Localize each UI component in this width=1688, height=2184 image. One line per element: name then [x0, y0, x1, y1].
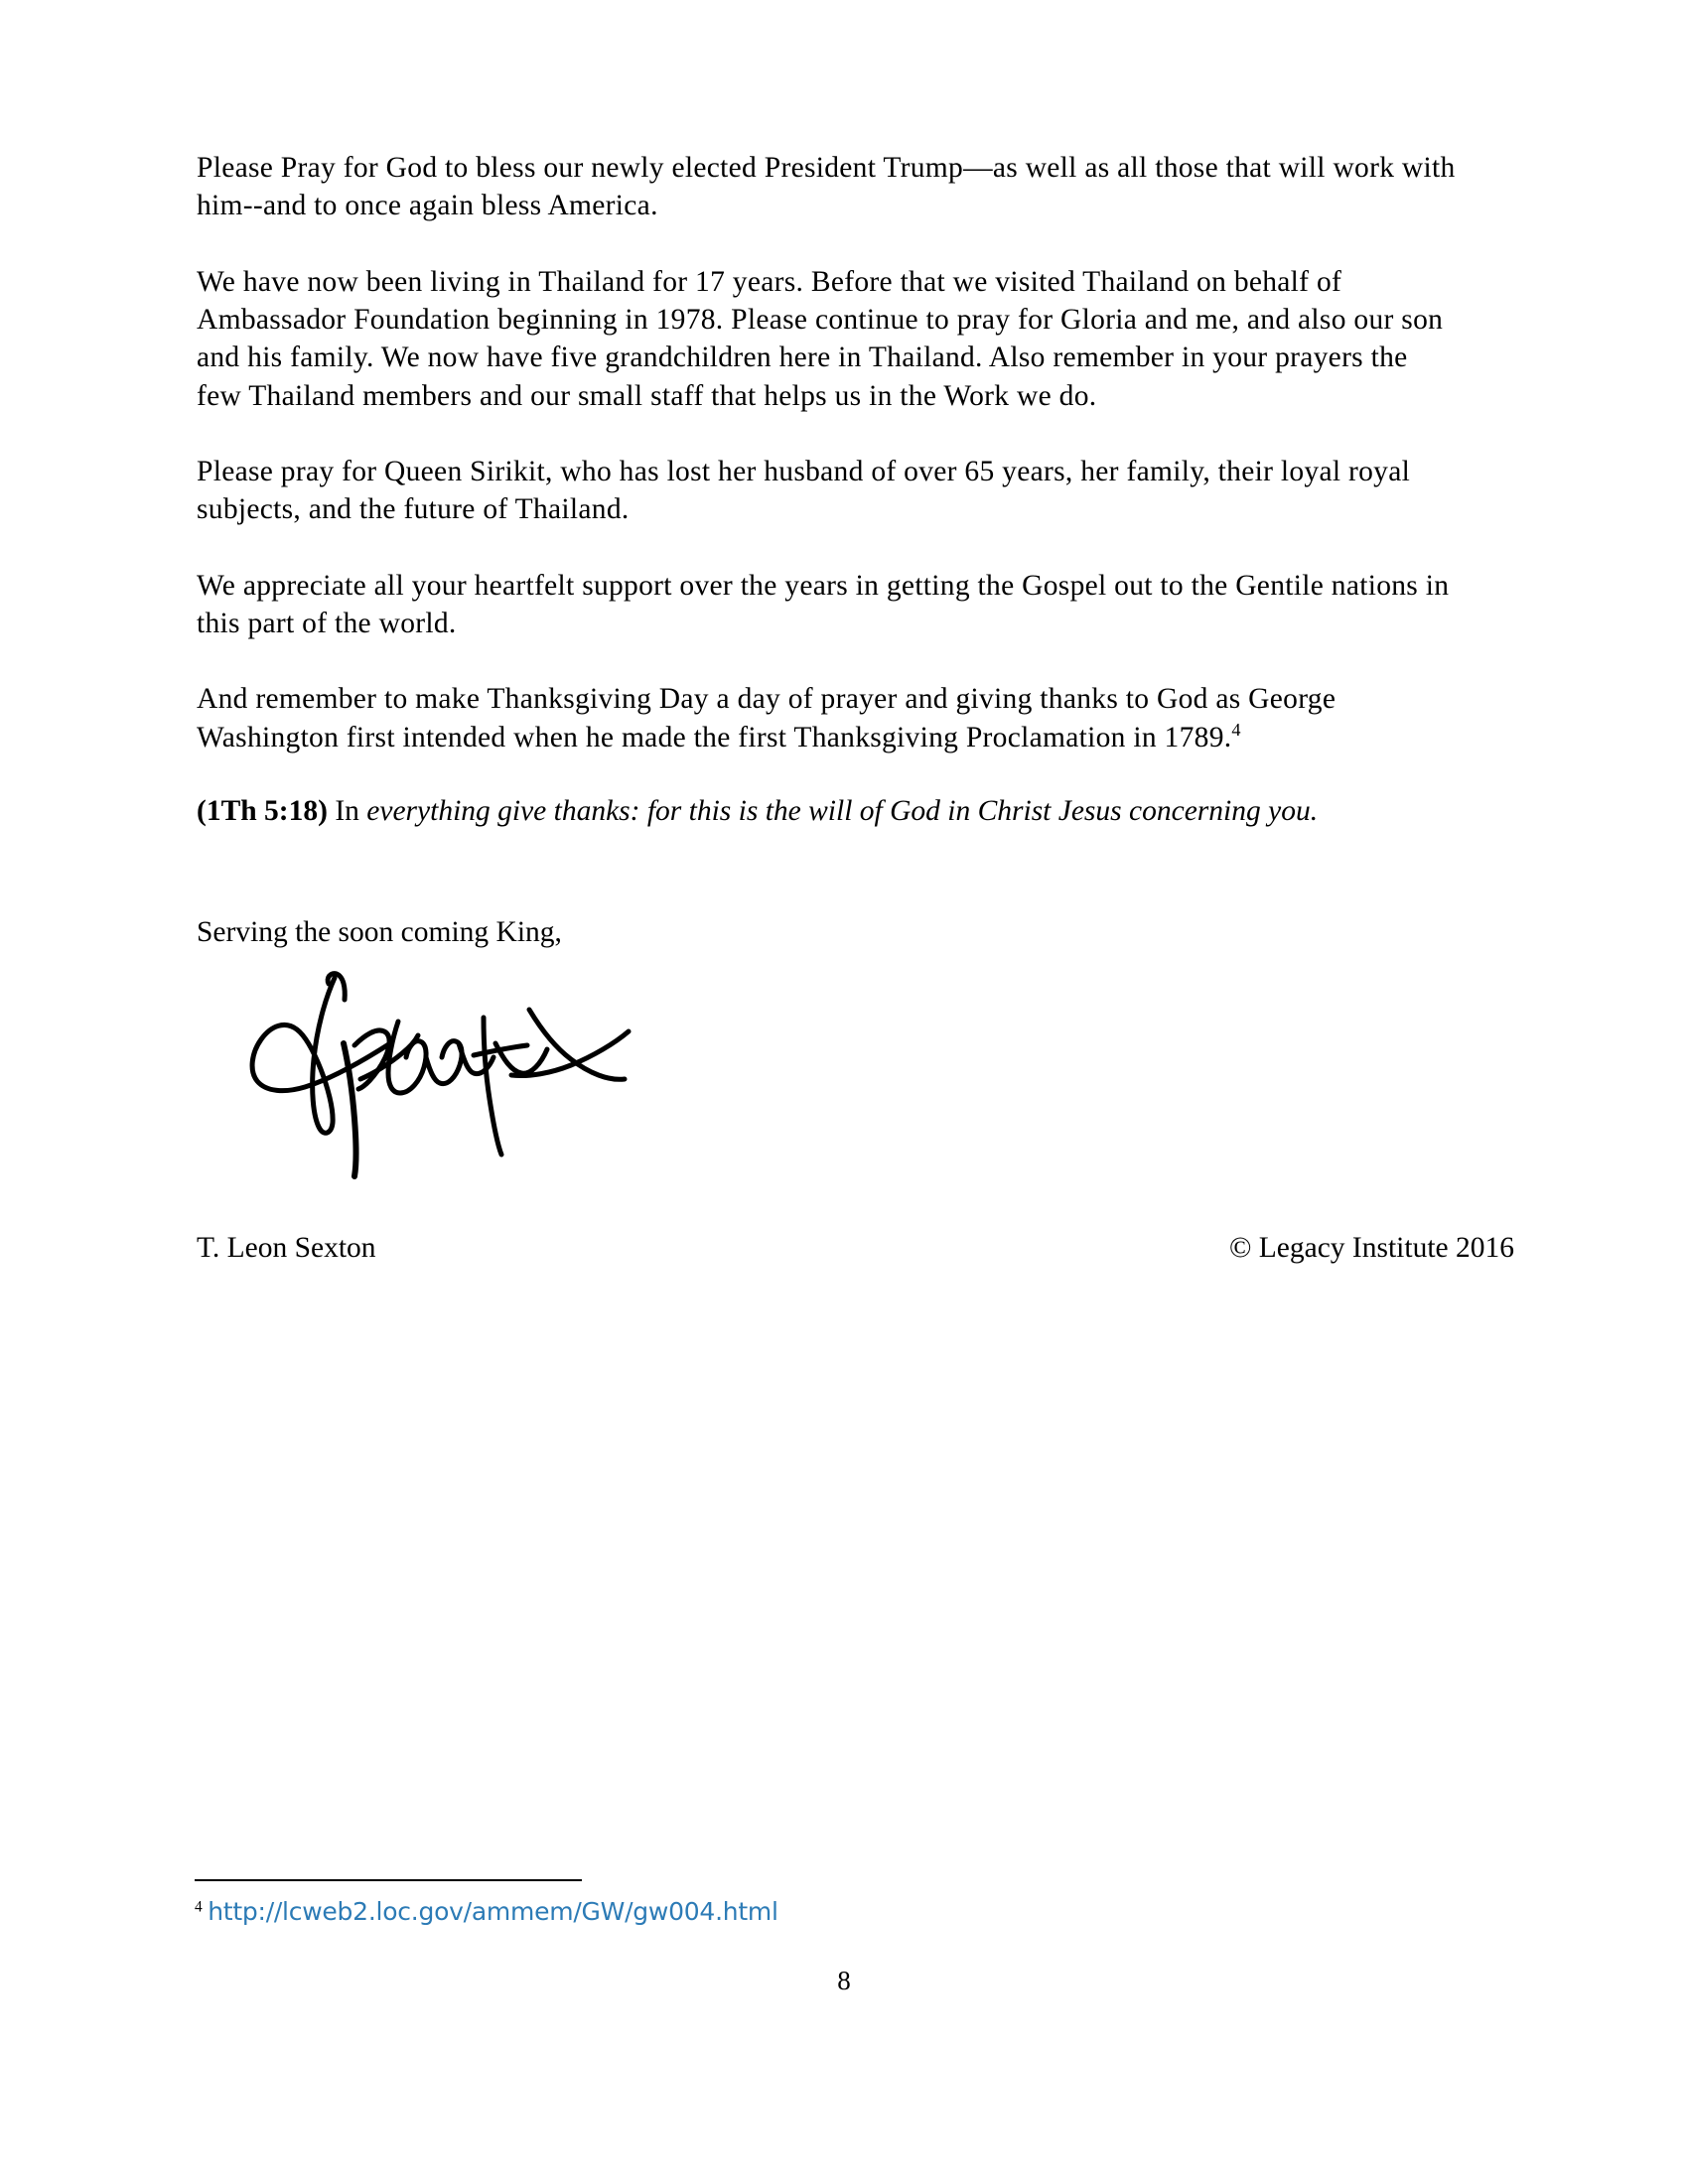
signature-name: T. Leon Sexton [197, 1232, 376, 1264]
paragraph-thanksgiving-text: And remember to make Thanksgiving Day a day of prayer and giving thanks to God as George Washington first intended when he made the first Thanksgiving Proclamation in 1789. [197, 683, 1336, 753]
page-number: 8 [837, 1966, 851, 1995]
paragraph-thailand-history: We have now been living in Thailand for 17 years. Before that we visited Thailand on behalf of Ambassador Foundation beginning in 1978. Please continue to pray for Gloria and me, and also our son and his family. We now have five grandchildren here in Thailand. Also remember in your prayers the few Thailand members and our small staff that helps us in the Work we do. [197, 265, 1444, 412]
paragraph-queen-sirikit: Please pray for Queen Sirikit, who has lost her husband of over 65 years, her family, their loyal royal subjects, and the future of Thailand. [197, 456, 1411, 526]
footnote-entry [195, 1896, 778, 1927]
signature-icon [213, 948, 670, 1206]
copyright-notice: © Legacy Institute 2016 [1228, 1232, 1514, 1264]
paragraph-support-thanks: We appreciate all your heartfelt support over the years in getting the Gospel out to the Gentile nations in this part of the world. [197, 569, 1450, 640]
scripture-reference: (1Th 5:18) [197, 795, 328, 828]
scripture-lead-in: In [327, 795, 367, 828]
paragraph-trump-prayer: Please Pray for God to bless our newly elected President Trump—as well as all those that will work with him--and to once again bless America. [197, 152, 1456, 222]
footnote-url-link[interactable]: http://lcweb2.loc.gov/ammem/GW/gw004.html [208, 1897, 778, 1926]
footnote-number: 4 [195, 1898, 203, 1916]
footnote-separator-rule [195, 1879, 582, 1881]
document-body [197, 149, 1460, 830]
footnote-marker-4[interactable]: 4 [1231, 719, 1241, 740]
handwritten-signature-image [213, 948, 670, 1206]
closing-salutation: Serving the soon coming King, [197, 916, 562, 948]
scripture-verse [197, 792, 1460, 830]
paragraph-thanksgiving [197, 680, 1460, 756]
scripture-quote-text: everything give thanks: for this is the will of God in Christ Jesus concerning you. [366, 795, 1319, 828]
